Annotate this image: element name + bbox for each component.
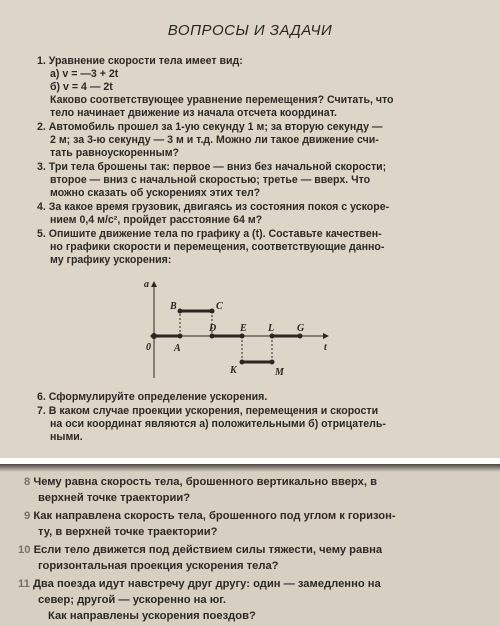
point-A [178, 334, 183, 339]
label-D: D [209, 323, 217, 334]
label-origin: 0 [146, 342, 151, 353]
point-origin [151, 333, 157, 339]
page-title: ВОПРОСЫ И ЗАДАЧИ [167, 22, 333, 39]
point-G [298, 334, 303, 339]
question-8-number: 8 [24, 476, 31, 488]
label-C: C [216, 301, 223, 312]
question-10-line-1 [18, 544, 382, 556]
question-8-line-2: верхней точке траектории? [38, 492, 191, 504]
question-9-text-1: Как направлена скорость тела, брошенного под углом к горизон- [33, 510, 396, 522]
point-E [240, 334, 245, 339]
label-B: B [170, 301, 177, 312]
question-2-line-1: 2. Автомобиль прошел за 1-ую секунду 1 м; за вторую секунду — [37, 121, 383, 133]
acceleration-graph [140, 278, 340, 388]
label-A: A [174, 343, 181, 354]
question-7-line-1: 7. В каком случае проекции ускорения, перемещения и скорости [37, 405, 379, 417]
point-M [270, 360, 275, 365]
question-11-number: 11 [18, 578, 30, 590]
question-11-text-1: Два поезда идут навстречу друг другу: один — замедленно на [32, 578, 381, 590]
cropped-header-strip [0, 464, 500, 472]
question-5-line-3: му графику ускорения: [50, 254, 172, 266]
acceleration-graph-svg [140, 278, 340, 388]
question-4-line-1: 4. За какое время грузовик, двигаясь из состояния покоя с ускоре- [37, 201, 390, 213]
label-K: K [230, 365, 237, 376]
question-8-text-1: Чему равна скорость тела, брошенного вертикально вверх, в [33, 476, 377, 488]
textbook-page-bottom [0, 464, 500, 626]
point-B [178, 309, 183, 314]
question-10-line-2: горизонтальная проекция ускорения тела? [38, 560, 279, 572]
question-8-line-1 [24, 476, 377, 488]
question-7-line-3: ными. [50, 431, 83, 443]
question-9-number: 9 [24, 510, 31, 522]
point-C [210, 309, 215, 314]
label-M: M [275, 367, 284, 378]
point-D [210, 334, 215, 339]
question-11-line-3: Как направлены ускорения поездов? [48, 610, 256, 622]
question-11-line-2: север; другой — ускоренно на юг. [38, 594, 226, 606]
question-1-option-b: б) v = 4 — 2t [50, 81, 113, 93]
question-11-line-1 [18, 578, 381, 590]
question-10-text-1: Если тело движется под действием силы тяжести, чему равна [33, 544, 383, 556]
question-5-line-1: 5. Опишите движение тела по графику a (t). Составьте качествен- [37, 228, 382, 240]
label-axis-a: a [144, 279, 149, 290]
question-3-line-1: 3. Три тела брошены так: первое — вниз без начальной скорости; [37, 161, 387, 173]
question-4-line-2: нием 0,4 м/с², пройдет расстояние 64 м? [50, 214, 263, 226]
label-G: G [297, 323, 305, 334]
question-1-line-5: тело начинает движение из начала отсчета координат. [50, 107, 337, 119]
question-2-line-3: тать равноускоренным? [50, 147, 179, 159]
question-3-line-3: можно сказать об ускорениях этих тел? [50, 187, 261, 199]
label-L: L [268, 323, 275, 334]
question-1-line-1: 1. Уравнение скорости тела имеет вид: [37, 55, 243, 67]
point-K [240, 360, 245, 365]
question-5-line-2: но графики скорости и перемещения, соответствующие данно- [50, 241, 385, 253]
label-axis-t: t [324, 342, 327, 353]
question-3-line-2: второе — вниз с начальной скоростью; третье — вверх. Что [50, 174, 371, 186]
question-2-line-2: 2 м; за 3-ю секунду — 3 м и т.д. Можно ли такое движение счи- [50, 134, 379, 146]
question-9-line-2: ту, в верхней точке траектории? [38, 526, 218, 538]
question-6-line-1: 6. Сформулируйте определение ускорения. [37, 391, 268, 403]
point-L [270, 334, 275, 339]
question-1-line-4: Каково соответствующее уравнение перемещения? Считать, что [50, 94, 394, 106]
question-7-line-2: на оси координат являются а) положительными б) отрицатель- [50, 418, 386, 430]
question-10-number: 10 [18, 544, 31, 556]
question-9-line-1 [24, 510, 396, 522]
label-E: E [240, 323, 247, 334]
question-1-option-a: а) v = —3 + 2t [50, 68, 119, 80]
